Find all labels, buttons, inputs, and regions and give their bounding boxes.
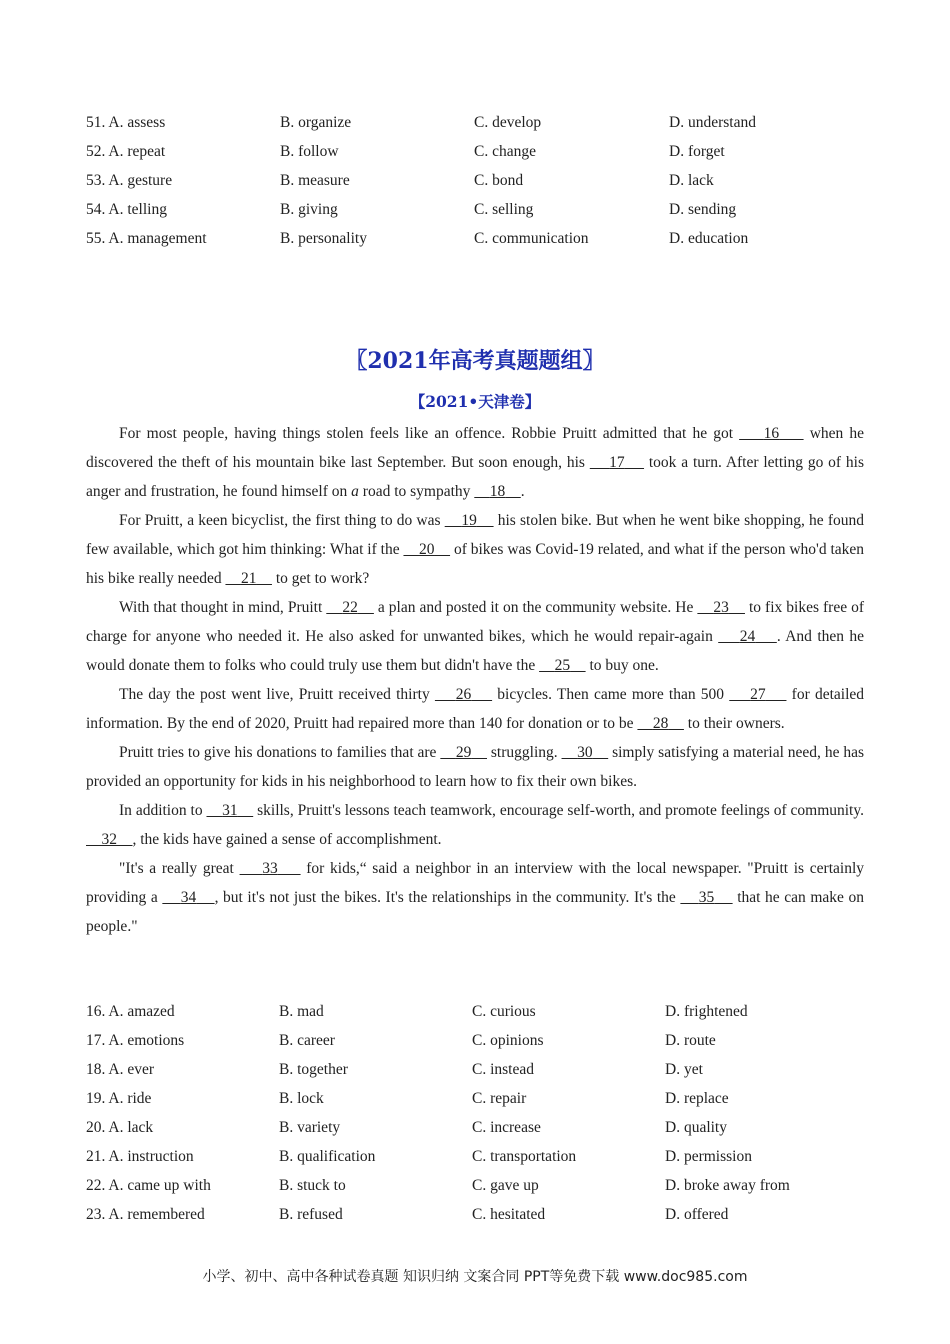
passage-text: simply satisfying a material need, he has provided an opportunity for kids in his neighborhood to learn how to fix their own bikes. — [86, 744, 865, 790]
option-b: B. together — [279, 1061, 348, 1078]
paragraph — [86, 680, 864, 738]
passage-italic: a — [351, 483, 359, 500]
answer-blank: 23 — [713, 599, 729, 616]
option-c: C. curious — [472, 1003, 536, 1020]
answer-blank: 25 — [554, 657, 571, 674]
passage-text: took a turn. After letting go of his anger and frustration, he found himself on — [86, 454, 865, 500]
passage-text: to their owners. — [683, 715, 785, 732]
option-c: C. opinions — [472, 1032, 544, 1049]
option-c: C. gave up — [472, 1177, 539, 1194]
option-d: D. route — [665, 1032, 716, 1049]
option-a: 20. A. lack — [86, 1119, 154, 1136]
answer-blank: 21 — [240, 570, 257, 587]
option-a: 17. A. emotions — [86, 1032, 185, 1049]
passage-text: struggling. — [487, 744, 562, 761]
page-footer: 小学、初中、高中各种试卷真题 知识归纳 文案合同 PPT等免费下载 www.doc985.com — [202, 1269, 748, 1285]
option-c: C. communication — [474, 230, 589, 247]
section-heading: 〖2021年高考真题题组〗 — [345, 348, 605, 374]
passage-text: a plan and posted it on the community website. He — [373, 599, 698, 616]
option-d: D. lack — [669, 172, 714, 189]
option-a: 19. A. ride — [86, 1090, 152, 1107]
option-b: B. measure — [280, 172, 350, 189]
passage-text: , but it's not just the bikes. It's the relationships in the community. It's the — [214, 889, 681, 906]
answer-blank: 34 — [180, 889, 197, 906]
option-c: C. bond — [474, 172, 524, 189]
option-a: 22. A. came up with — [86, 1177, 211, 1194]
option-d: D. education — [669, 230, 749, 247]
option-c: C. transportation — [472, 1148, 577, 1165]
option-row — [86, 114, 866, 143]
option-b: B. organize — [280, 114, 352, 131]
options-51-55 — [86, 114, 866, 259]
paragraph — [86, 854, 864, 941]
passage-text: . — [520, 483, 525, 500]
passage-text: to get to work? — [271, 570, 370, 587]
paragraph — [86, 419, 864, 506]
passage-text: "It's a really great — [119, 860, 240, 877]
answer-blank: 19 — [461, 512, 477, 529]
option-a: 53. A. gesture — [86, 172, 173, 189]
passage-text: when he discovered the theft of his mountain bike last September. But soon enough, his — [86, 425, 865, 471]
answer-blank: 33 — [262, 860, 278, 877]
passage-text: In addition to — [119, 802, 207, 819]
option-row — [86, 201, 866, 230]
passage-text: his stolen bike. But when he went bike shopping, he found few available, which got him thinking: What if the — [86, 512, 865, 558]
option-c: C. hesitated — [472, 1206, 546, 1223]
passage-text: Pruitt tries to give his donations to families that are — [119, 744, 441, 761]
option-d: D. replace — [665, 1090, 729, 1107]
option-c: C. selling — [474, 201, 534, 218]
option-c: C. develop — [474, 114, 542, 131]
option-row — [86, 143, 866, 172]
option-c: C. increase — [472, 1119, 541, 1136]
passage-text: The day the post went live, Pruitt received thirty — [119, 686, 435, 703]
option-a: 54. A. telling — [86, 201, 167, 218]
option-d: D. broke away from — [665, 1177, 790, 1194]
answer-blank: 26 — [455, 686, 472, 703]
option-d: D. yet — [665, 1061, 703, 1078]
passage-text: for kids,“ said a neighbor in an interview with the local newspaper. "Pruitt is certainly providing a — [86, 860, 865, 906]
option-b: B. variety — [279, 1119, 341, 1136]
option-d: D. permission — [665, 1148, 752, 1165]
passage-text: For most people, having things stolen feels like an offence. Robbie Pruitt admitted that he got — [119, 425, 740, 442]
answer-blank: 31 — [222, 802, 238, 819]
option-b: B. mad — [279, 1003, 324, 1020]
passage-text: road to sympathy — [358, 483, 475, 500]
exam-subheading: 【2021•天津卷】 — [409, 392, 541, 411]
option-c: C. change — [474, 143, 536, 160]
option-row — [86, 1177, 866, 1206]
option-c: C. instead — [472, 1061, 534, 1078]
option-a: 21. A. instruction — [86, 1148, 194, 1165]
passage-text: , the kids have gained a sense of accomplishment. — [132, 831, 442, 848]
option-a: 52. A. repeat — [86, 143, 166, 160]
answer-blank: 30 — [577, 744, 593, 761]
passage-text: to buy one. — [585, 657, 659, 674]
passage-text: . And then he would donate them to folks who could truly use them but didn't have the — [86, 628, 865, 674]
option-d: D. forget — [669, 143, 725, 160]
option-row — [86, 1119, 866, 1148]
option-b: B. career — [279, 1032, 335, 1049]
passage-text: With that thought in mind, Pruitt — [119, 599, 327, 616]
option-row — [86, 1206, 866, 1235]
answer-blank: 35 — [698, 889, 715, 906]
passage-text: for detailed information. By the end of 2020, Pruitt had repaired more than 140 for donation or to be — [86, 686, 865, 732]
option-b: B. refused — [279, 1206, 343, 1223]
option-d: D. offered — [665, 1206, 729, 1223]
paragraph — [86, 796, 864, 854]
option-b: B. qualification — [279, 1148, 376, 1165]
option-d: D. quality — [665, 1119, 727, 1136]
answer-blank: 16 — [763, 425, 780, 442]
passage-text: of bikes was Covid-19 related, and what if the person who'd taken his bike really needed — [86, 541, 865, 587]
option-row — [86, 1148, 866, 1177]
option-a: 16. A. amazed — [86, 1003, 175, 1020]
paragraph — [86, 738, 864, 796]
passage-text: that he can make on people." — [86, 889, 865, 935]
option-b: B. personality — [280, 230, 367, 247]
option-row — [86, 1032, 866, 1061]
passage-text: to fix bikes free of charge for anyone who needed it. He also asked for unwanted bikes, which he would repair-again — [86, 599, 865, 645]
option-row — [86, 1090, 866, 1119]
option-b: B. follow — [280, 143, 339, 160]
options-16-23 — [86, 1003, 866, 1235]
option-d: D. sending — [669, 201, 737, 218]
answer-blank: 22 — [342, 599, 358, 616]
passage-text: skills, Pruitt's lessons teach teamwork, encourage self-worth, and promote feelings of community. — [253, 802, 864, 819]
answer-blank: 32 — [101, 831, 117, 848]
paragraph — [86, 506, 864, 593]
answer-blank: 18 — [489, 483, 506, 500]
option-a: 23. A. remembered — [86, 1206, 205, 1223]
option-c: C. repair — [472, 1090, 527, 1107]
option-row — [86, 230, 866, 259]
paragraph — [86, 593, 864, 680]
answer-blank: 29 — [455, 744, 472, 761]
option-d: D. frightened — [665, 1003, 748, 1020]
option-a: 51. A. assess — [86, 114, 166, 131]
option-b: B. stuck to — [279, 1177, 346, 1194]
passage-text: bicycles. Then came more than 500 — [492, 686, 730, 703]
option-row — [86, 1061, 866, 1090]
option-row — [86, 172, 866, 201]
option-a: 18. A. ever — [86, 1061, 155, 1078]
option-row — [86, 1003, 866, 1032]
passage-text: For Pruitt, a keen bicyclist, the first thing to do was — [119, 512, 445, 529]
option-d: D. understand — [669, 114, 756, 131]
option-b: B. giving — [280, 201, 338, 218]
answer-blank: 24 — [739, 628, 756, 645]
answer-blank: 27 — [750, 686, 766, 703]
answer-blank: 20 — [419, 541, 435, 558]
answer-blank: 17 — [609, 454, 625, 471]
answer-blank: 28 — [652, 715, 669, 732]
option-b: B. lock — [279, 1090, 324, 1107]
cloze-passage — [86, 419, 864, 941]
option-a: 55. A. management — [86, 230, 207, 247]
